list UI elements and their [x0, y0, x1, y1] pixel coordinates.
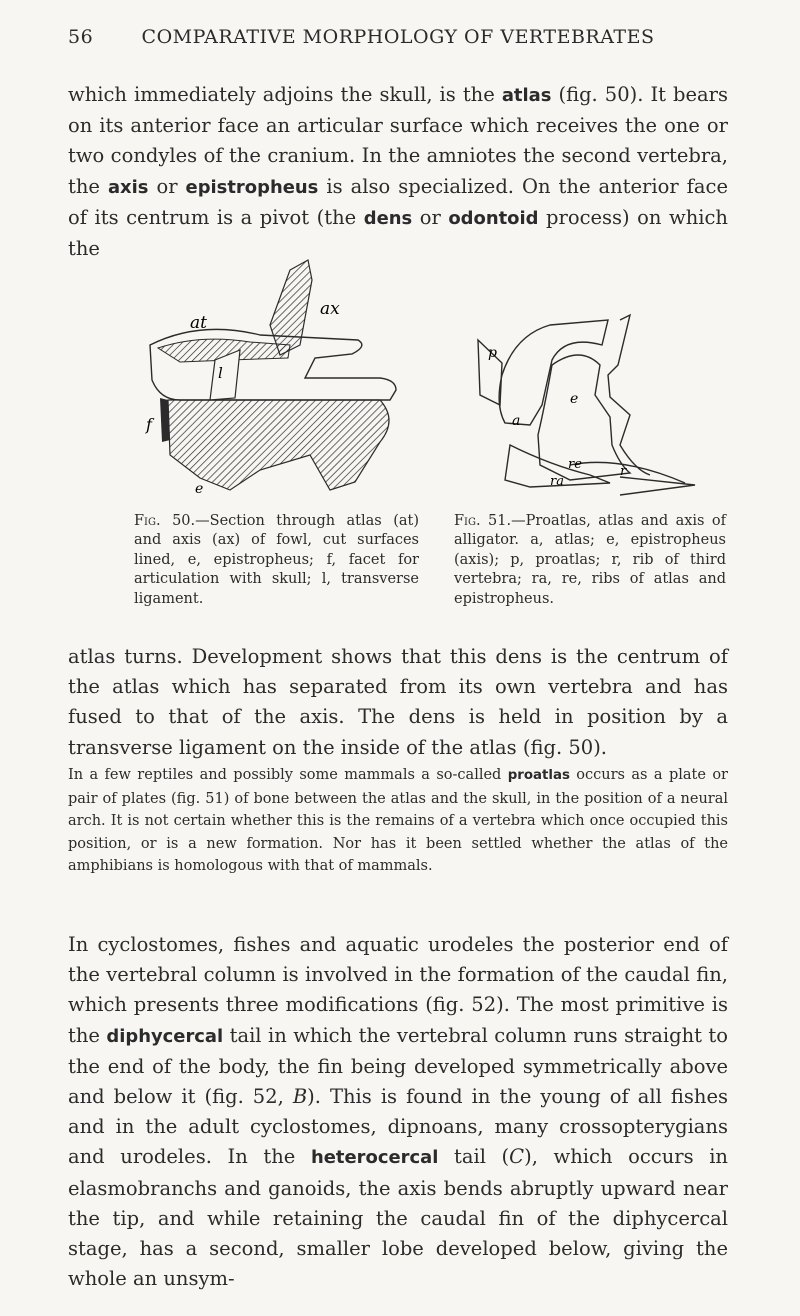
label-a: a [512, 413, 521, 429]
label-ax: ax [320, 299, 340, 319]
paragraph-dens: atlas turns. Development shows that this dens is the centrum of the atlas which has separated from its own vertebra and has fused to that of the axis. The dens is held in position by a transverse ligament on the inside of the atlas (fig. 50). [68, 645, 728, 759]
figure-51-caption: Fig. 51.—Proatlas, atlas and axis of alligator. a, atlas; e, epistropheus (axis); p, proatlas; r, rib of third vertebra; ra, re, ribs of atlas and epistropheus. [454, 513, 727, 607]
label-re: re [568, 457, 582, 472]
label-e: e [195, 481, 204, 497]
paragraph-caudal-fin: In cyclostomes, fishes and aquatic urodeles the posterior end of the vertebral column is involved in the formation of the caudal fin, which presents three modifications (fig. 52). The most primitive is the diphycercal tail in which the vertebral column runs straight to the end of the body, the fin being developed symmetrically above and below it (fig. 52, B). This is found in the young of all fishes and in the adult cyclostomes, dipnoans, many crossopterygians and urodeles. In the heterocercal tail (C), which occurs in elasmobranchs and ganoids, the axis bends abruptly upward near the tip, and while retaining the caudal fin of the diphycercal stage, has a second, smaller lobe developed below, giving the whole an unsym- [68, 933, 728, 1291]
atlas-ring-outline [150, 329, 396, 400]
axis-body-hatched [168, 400, 389, 490]
running-title: COMPARATIVE MORPHOLOGY OF VERTEBRATES [141, 26, 655, 48]
label-l: l [218, 364, 223, 382]
label-ra: ra [550, 474, 564, 489]
paragraph-proatlas: In a few reptiles and possibly some mammals a so-called proatlas occurs as a plate or pair of plates (fig. 51) of bone between the atlas and the skull, in the position of a neural arch. It is not certain whether this is the remains of a vertebra which once occupied this position, or is a new formation. Nor has it been settled whether the atlas of the amphibians is homologous with that of mammals. [68, 767, 728, 875]
label-f: f [146, 415, 152, 434]
label-r: r [620, 464, 627, 479]
paragraph-atlas-axis: which immediately adjoins the skull, is the atlas (fig. 50). It bears on its anterior face an articular surface which receives the one or two condyles of the cranium. In the amniotes the second vertebra, the axis or epistropheus is also specialized. On the anterior face of its centrum is a pivot (the dens or odontoid process) on which the [68, 83, 728, 261]
label-at: at [190, 313, 207, 333]
label-e: e [570, 391, 579, 407]
figure-50-svg [140, 250, 402, 505]
axis-dens-hatched [270, 260, 312, 355]
figure-50-drawing [140, 250, 402, 505]
figure-51-drawing [470, 305, 705, 505]
rib-third [620, 477, 695, 495]
page-header [68, 26, 728, 56]
figure-50-caption: Fig. 50.—Section through atlas (at) and axis (ax) of fowl, cut surfaces lined, e, epistropheus; f, facet for articulation with skull; l, transverse ligament. [134, 513, 419, 607]
atlas-outline [499, 320, 608, 425]
figure-51-svg [470, 305, 705, 505]
epistropheus-outline [538, 355, 630, 480]
page-number: 56 [68, 26, 94, 48]
label-p: p [488, 345, 497, 361]
